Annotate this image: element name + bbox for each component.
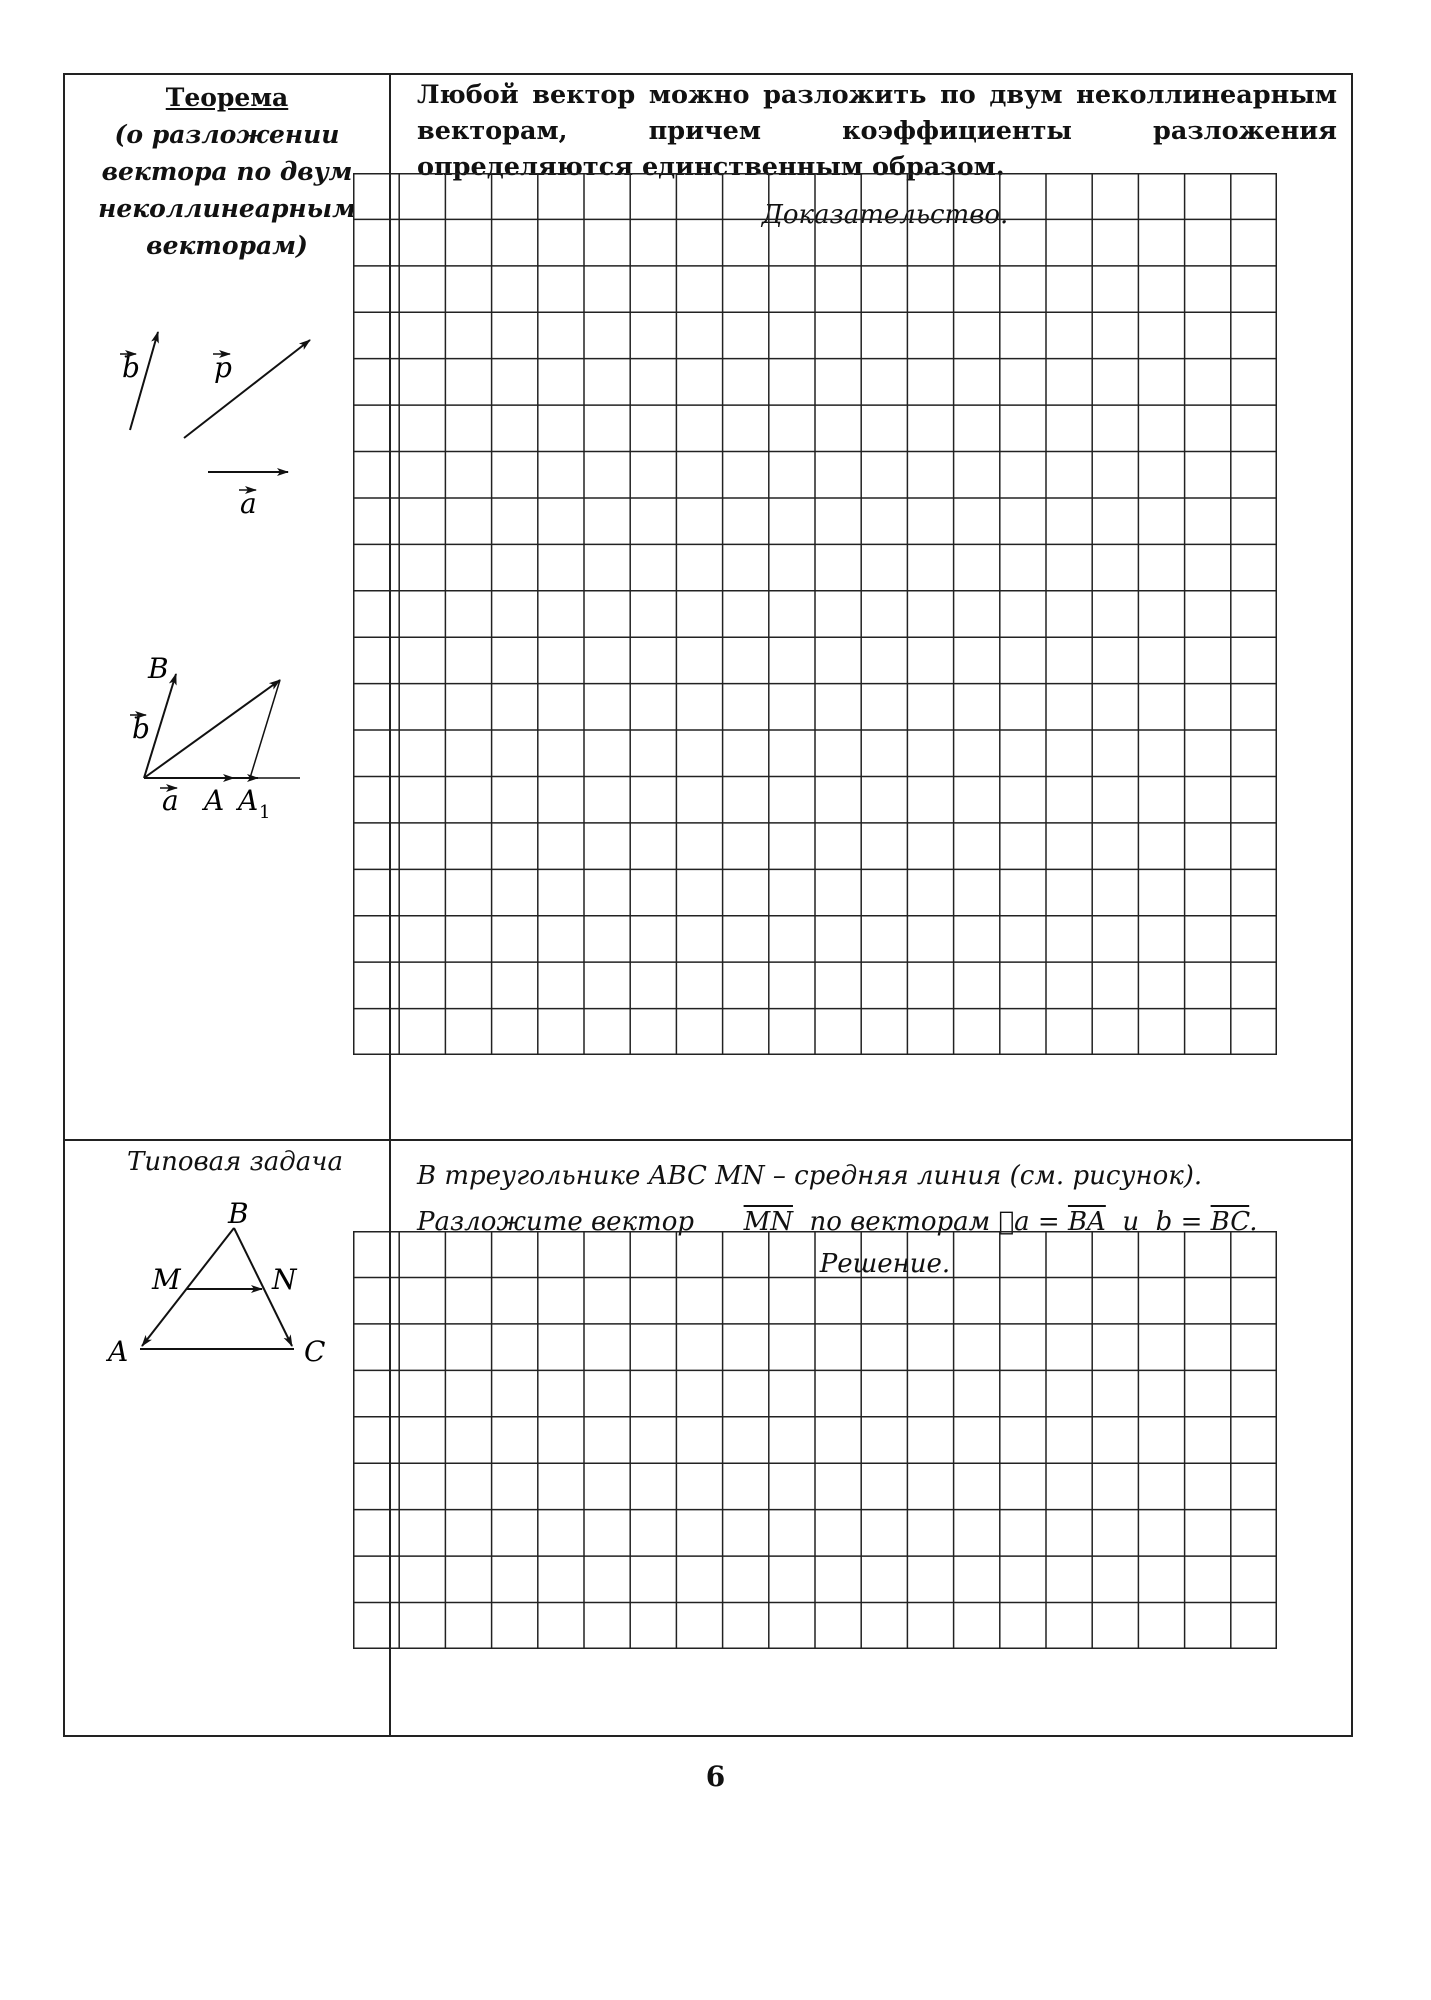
row-divider <box>65 1139 1351 1141</box>
label-tri-C: C <box>304 1335 326 1368</box>
label-tri-B: B <box>228 1197 249 1230</box>
vector-bc: $\overline{BC}$ <box>1210 1207 1250 1237</box>
proof-grid[interactable] <box>353 173 1277 1055</box>
task-line2-prefix: Разложите вектор <box>417 1207 694 1237</box>
vector-ba: $\overline{BA}$ <box>1067 1207 1106 1237</box>
label-a-2: a <box>162 784 179 817</box>
equals-sign-2: = <box>1180 1207 1203 1237</box>
label-A: A <box>204 784 225 817</box>
theorem-title: Теорема <box>165 83 289 112</box>
label-tri-N: N <box>272 1263 297 1296</box>
solution-grid[interactable] <box>353 1231 1277 1649</box>
task-line-1: В треугольнике ABC MN – средняя линия (см. рисунок). <box>417 1161 1203 1191</box>
label-a: a <box>240 487 257 520</box>
label-B: B <box>148 652 169 685</box>
label-tri-M: M <box>152 1263 181 1296</box>
figure-triangle <box>100 1185 330 1375</box>
vector-p-arrow <box>184 340 310 438</box>
parallel-line <box>250 680 280 778</box>
label-A1-sub: 1 <box>259 802 271 823</box>
label-b-2: b <box>132 712 150 745</box>
page-number: 6 <box>705 1760 726 1793</box>
theorem-statement: Любой вектор можно разложить по двум неколлинеарным векторам, причем коэффициенты разложения определяются единственным образом. <box>417 80 1337 182</box>
theorem-subtitle: (о разложении вектора по двум неколлинеарным векторам) <box>98 120 356 260</box>
label-A1: A <box>238 784 259 817</box>
task-line2-mid: по векторам <box>809 1207 991 1237</box>
period: . <box>1249 1207 1258 1237</box>
theorem-heading <box>65 75 389 264</box>
label-tri-A: A <box>108 1335 129 1368</box>
figure-decomposition <box>100 640 320 840</box>
task-title: Типовая задача <box>127 1147 343 1177</box>
label-p: p <box>214 351 232 384</box>
vector-a-letter: a <box>1014 1207 1030 1237</box>
equals-sign-1: = <box>1037 1207 1060 1237</box>
conjunction: и <box>1122 1207 1140 1237</box>
label-b: b <box>122 351 140 384</box>
solution-caption: Решение. <box>819 1249 951 1279</box>
vector-b-letter: b <box>1155 1207 1173 1237</box>
vector-p-arrow-2 <box>144 680 280 778</box>
proof-caption: Доказательство. <box>761 200 1009 230</box>
vector-mn: $\overline{MN}$ <box>743 1207 793 1237</box>
figure-vectors-abp <box>100 310 320 530</box>
